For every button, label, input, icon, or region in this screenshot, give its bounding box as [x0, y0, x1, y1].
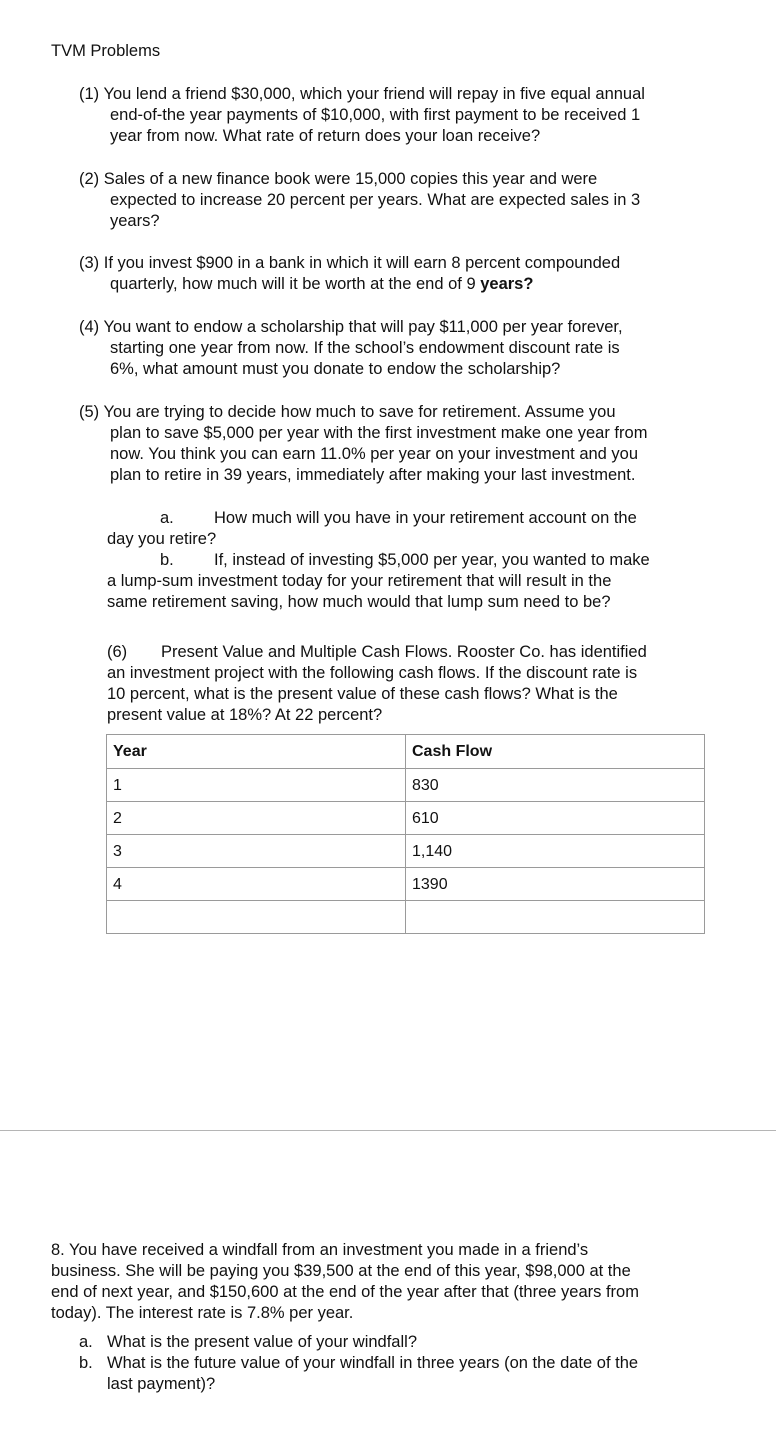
question-1	[79, 84, 719, 147]
question-8b-label: b.	[79, 1354, 93, 1372]
question-2-line: (2) Sales of a new finance book were 15,000 copies this year and were	[79, 170, 598, 188]
question-8a	[79, 1332, 709, 1353]
question-5a-line: day you retire?	[107, 530, 217, 548]
question-6-line: an investment project with the following cash flows. If the discount rate is	[107, 664, 638, 682]
question-6-line: 10 percent, what is the present value of these cash flows? What is the	[107, 685, 618, 703]
table-cell-year	[107, 901, 406, 934]
question-3-line	[79, 274, 719, 295]
table-cell-year: 1	[107, 769, 406, 802]
cash-flow-table	[106, 734, 705, 934]
table-row	[107, 802, 705, 835]
page-divider	[0, 1130, 776, 1131]
question-5	[79, 402, 719, 486]
question-5-line: (5) You are trying to decide how much to save for retirement. Assume you	[79, 403, 616, 421]
question-5-line: plan to save $5,000 per year with the first investment make one year from	[110, 424, 648, 442]
question-6-line: present value at 18%? At 22 percent?	[107, 706, 383, 724]
question-3-bold: years?	[480, 275, 534, 293]
table-cell-cash-flow	[406, 901, 705, 934]
question-6	[107, 642, 707, 726]
table-row	[107, 868, 705, 901]
question-3-line: (3) If you invest $900 in a bank in which it will earn 8 percent compounded	[79, 254, 621, 272]
table-cell-year: 2	[107, 802, 406, 835]
question-5-line: now. You think you can earn 11.0% per year on your investment and you	[110, 445, 639, 463]
question-5b	[107, 550, 707, 613]
question-5a-text: How much will you have in your retirement account on the	[214, 509, 637, 527]
table-cell-cash-flow: 610	[406, 802, 705, 835]
question-4-line: 6%, what amount must you donate to endow the scholarship?	[110, 360, 561, 378]
table-cell-cash-flow: 1,140	[406, 835, 705, 868]
table-row	[107, 769, 705, 802]
question-5a	[107, 508, 707, 550]
question-2	[79, 169, 719, 232]
table-header-year: Year	[107, 735, 406, 769]
question-2-line: expected to increase 20 percent per years. What are expected sales in 3	[110, 191, 641, 209]
question-5-line: plan to retire in 39 years, immediately after making your last investment.	[110, 466, 636, 484]
question-4	[79, 317, 719, 380]
question-8-line: business. She will be paying you $39,500 at the end of this year, $98,000 at the	[51, 1262, 631, 1280]
table-cell-cash-flow: 1390	[406, 868, 705, 901]
question-1-line: (1) You lend a friend $30,000, which your friend will repay in five equal annual	[79, 85, 645, 103]
question-8-subitems	[79, 1332, 709, 1395]
question-8b-line: last payment)?	[107, 1375, 216, 1393]
table-header-cash-flow: Cash Flow	[406, 735, 705, 769]
question-4-line: (4) You want to endow a scholarship that will pay $11,000 per year forever,	[79, 318, 623, 336]
table-cell-cash-flow: 830	[406, 769, 705, 802]
table-cell-year: 3	[107, 835, 406, 868]
question-8a-text: What is the present value of your windfall?	[107, 1333, 417, 1351]
question-1-line: year from now. What rate of return does your loan receive?	[110, 127, 541, 145]
question-5b-label: b.	[160, 551, 174, 569]
table-row	[107, 835, 705, 868]
question-6-line	[107, 642, 707, 663]
table-row	[107, 901, 705, 934]
question-6-number: (6)	[107, 643, 128, 661]
question-5a-label: a.	[160, 509, 174, 527]
question-5b-line: same retirement saving, how much would that lump sum need to be?	[107, 593, 611, 611]
question-6-text: Present Value and Multiple Cash Flows. Rooster Co. has identified	[161, 643, 647, 661]
question-1-line: end-of-the year payments of $10,000, with first payment to be received 1	[110, 106, 641, 124]
question-8b-text: What is the future value of your windfall in three years (on the date of the	[107, 1354, 639, 1372]
table-header-row	[107, 735, 705, 769]
question-5b-text: If, instead of investing $5,000 per year, you wanted to make	[214, 551, 650, 569]
question-8-line: 8. You have received a windfall from an investment you made in a friend’s	[51, 1241, 589, 1259]
question-8-line: end of next year, and $150,600 at the end of the year after that (three years from	[51, 1283, 639, 1301]
question-8-line: today). The interest rate is 7.8% per year.	[51, 1304, 354, 1322]
table-cell-year: 4	[107, 868, 406, 901]
page-title: TVM Problems	[51, 42, 161, 60]
question-3	[79, 253, 719, 295]
question-2-line: years?	[110, 212, 160, 230]
question-8a-label: a.	[79, 1333, 93, 1351]
question-8b	[79, 1353, 709, 1374]
question-5b-line: a lump-sum investment today for your retirement that will result in the	[107, 572, 612, 590]
question-3-text: quarterly, how much will it be worth at the end of 9	[110, 275, 481, 293]
question-5b-line	[107, 550, 707, 571]
question-5a-line	[107, 508, 707, 529]
question-8	[51, 1240, 711, 1324]
question-4-line: starting one year from now. If the school’s endowment discount rate is	[110, 339, 620, 357]
